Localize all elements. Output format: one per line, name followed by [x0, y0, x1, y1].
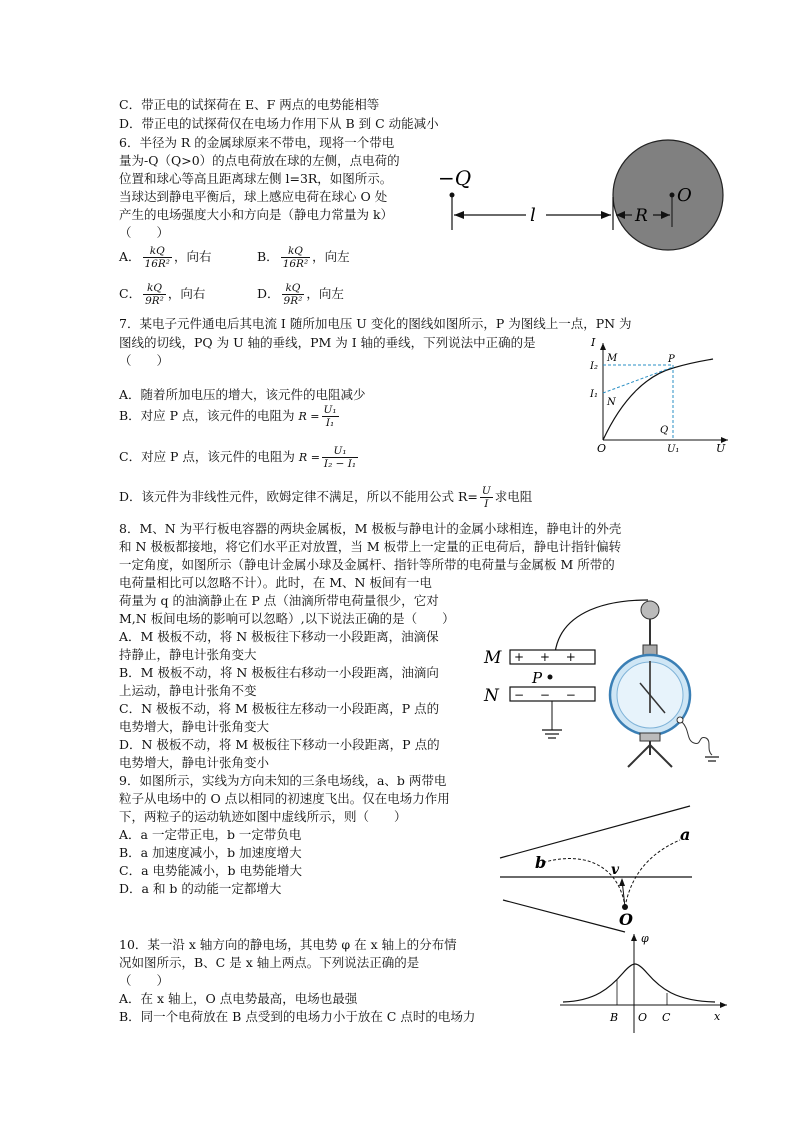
q6-option-c: C． $\frac{kQ}{\text{9R²}}$ ，向右	[119, 282, 206, 307]
phi-curve	[563, 964, 715, 1002]
q7-stem-line: 图线的切线，PQ 为 U 轴的垂线，PM 为 I 轴的垂线，下列说法中正确的是	[119, 335, 536, 350]
I1-label: I₁	[590, 389, 598, 400]
q7-option-c: C．对应 P 点，该元件的电阻为 R = $\frac{\text{U₁}}{\text{I₂ − I₁}}$	[119, 445, 357, 470]
M-label: M	[607, 353, 618, 364]
q8-stem-line: M,N 板间电场的影响可以忽略）,以下说法正确的是（ ）	[119, 611, 455, 626]
trajectory-a	[625, 840, 680, 907]
point-charge-dot	[450, 193, 455, 198]
q8-stem-line: 和 N 极板都接地，将它们水平正对放置，当 M 板带上一定量的正电荷后，静电计指针偏转	[119, 539, 622, 554]
q8-stem-line: 一定角度，如图所示（静电计金属小球及金属杆、指针等所带的电荷量与金属板 M 所带的	[119, 557, 615, 572]
q9-option-a: A．a 一定带正电，b 一定带负电	[119, 827, 302, 842]
iu-curve	[603, 359, 713, 440]
metal-sphere	[613, 140, 723, 250]
q6-stem-line: （ ）	[119, 225, 170, 240]
P-label: P	[668, 354, 675, 365]
q9-stem-line: 9．如图所示，实线为方向未知的三条电场线，a、b 两带电	[119, 773, 447, 788]
O-label: O	[638, 1011, 648, 1024]
q6-option-a: A． $\frac{kQ}{\text{16R²}}$ ，向右	[119, 245, 212, 270]
q6-stem-line: 6．半径为 R 的金属球原来不带电，现将一个带电	[119, 135, 395, 150]
q6-option-d: D． $\frac{kQ}{\text{9R²}}$ ，向左	[257, 282, 344, 307]
origin-label: O	[597, 442, 607, 455]
q10-stem-line: 况如图所示，B、C 是 x 轴上两点。下列说法正确的是	[119, 955, 420, 970]
q7-option-a: A．随着所加电压的增大，该元件的电阻减少	[119, 387, 366, 402]
field-line	[500, 806, 690, 858]
q6-stem-line: 当球达到静电平衡后，球上感应电荷在球心 O 处	[119, 189, 388, 204]
label-P: P	[532, 669, 543, 687]
q8-stem-line: 8．M、N 为平行板电容器的两块金属板，M 极板与静电计的金属小球相连，静电计的外壳	[119, 521, 622, 536]
q10-stem-line: （ ）	[119, 973, 170, 988]
q9-option-d: D．a 和 b 的动能一定都增大	[119, 881, 282, 896]
oil-drop	[548, 675, 553, 680]
q10-option-b: B．同一个电荷放在 B 点受到的电场力小于放在 C 点时的电场力	[119, 1009, 476, 1024]
label-l: l	[530, 205, 536, 226]
N-label: N	[607, 397, 616, 408]
I2-label: I₂	[590, 361, 598, 372]
q7-stem-line: 7．某电子元件通电后其电流 I 随所加电压 U 变化的图线如图所示，P 为图线上一点，PN 为	[119, 316, 632, 331]
q10-stem-line: 10．某一沿 x 轴方向的静电场，其电势 φ 在 x 轴上的分布情	[119, 937, 457, 952]
q6-stem-line: 量为-Q（Q>0）的点电荷放在球的左侧，点电荷的	[119, 153, 400, 168]
label-M: M	[484, 648, 502, 668]
label-O: O	[619, 910, 633, 929]
C-label: C	[662, 1011, 671, 1024]
q9-option-b: B．a 加速度减小，b 加速度增大	[119, 845, 302, 860]
label-b: b	[535, 853, 547, 872]
q7-option-d: D．该元件为非线性元件，欧姆定律不满足，所以不能用公式 R= $\frac{U}{I}$ 求电阻	[119, 485, 533, 510]
q8-option-c: C．N 极板不动，将 M 极板往左移动一小段距离，P 点的	[119, 701, 440, 716]
q8-option-d: D．N 极板不动，将 M 极板往下移动一小段距离，P 点的	[119, 737, 440, 752]
plate-N-charges: − − −	[514, 688, 576, 702]
q8-option-a-cont: 持静止，静电计张角变大	[119, 647, 257, 662]
label-charge: −Q	[438, 166, 472, 190]
q7-stem-line: （ ）	[119, 353, 170, 368]
B-label: B	[610, 1011, 619, 1024]
electroscope-ball	[641, 601, 659, 619]
Q-label: Q	[660, 425, 669, 436]
axis-I-label: I	[591, 336, 596, 349]
q7-option-b: B．对应 P 点，该元件的电阻为 R = $\frac{\text{U₁}}{\text{I₁}}$	[119, 404, 337, 429]
x-label: x	[714, 1010, 721, 1023]
q8-option-b-cont: 上运动，静电计张角不变	[119, 683, 257, 698]
q8-option-a: A．M 极板不动，将 N 极板往下移动一小段距离，油滴保	[119, 629, 439, 644]
label-O: O	[677, 185, 692, 206]
label-R: R	[635, 206, 648, 226]
plate-M-charges: + + +	[514, 650, 576, 664]
q6-sphere-figure	[430, 135, 730, 260]
q6-option-b: B． $\frac{kQ}{\text{16R²}}$ ，向左	[257, 245, 350, 270]
sphere-center-dot	[670, 193, 675, 198]
q7-iu-graph	[588, 335, 738, 455]
U1-label: U₁	[667, 444, 680, 455]
q8-option-c-cont: 电势增大，静电计张角变大	[119, 719, 270, 734]
q6-stem-line: 位置和球心等高且距离球左侧 l=3R，如图所示。	[119, 171, 393, 186]
q9-stem-line: 粒子从电场中的 O 点以相同的初速度飞出。仅在电场力作用	[119, 791, 450, 806]
q8-option-b: B．M 极板不动，将 N 极板往右移动一小段距离，油滴向	[119, 665, 439, 680]
q6-stem-line: 产生的电场强度大小和方向是（静电力常量为 k）	[119, 207, 394, 222]
q9-stem-line: 下，两粒子的运动轨迹如图中虚线所示，则（ ）	[119, 809, 407, 824]
label-v: v	[611, 862, 620, 878]
axis-U-label: U	[716, 442, 726, 455]
q8-stem-line: 荷量为 q 的油滴静止在 P 点（油滴所带电荷量很少，它对	[119, 593, 439, 608]
phi-label: φ	[641, 932, 649, 945]
q8-capacitor-figure	[480, 595, 720, 770]
q8-option-d-cont: 电势增大，静电计张角变小	[119, 755, 270, 770]
q9-field-figure	[495, 800, 705, 935]
q10-potential-graph	[555, 928, 735, 1038]
label-N: N	[484, 686, 499, 706]
label-a: a	[680, 825, 691, 844]
q8-stem-line: 电荷量相比可以忽略不计）。此时，在 M、N 板间有一电	[119, 575, 432, 590]
q5-option-c: C．带正电的试探荷在 E、F 两点的电势能相等	[119, 97, 380, 112]
q5-option-d: D．带正电的试探荷仅在电场力作用下从 B 到 C 动能减小	[119, 116, 439, 131]
q10-option-a: A．在 x 轴上，O 点电势最高，电场也最强	[119, 991, 358, 1006]
q9-option-c: C．a 电势能减小，b 电势能增大	[119, 863, 302, 878]
